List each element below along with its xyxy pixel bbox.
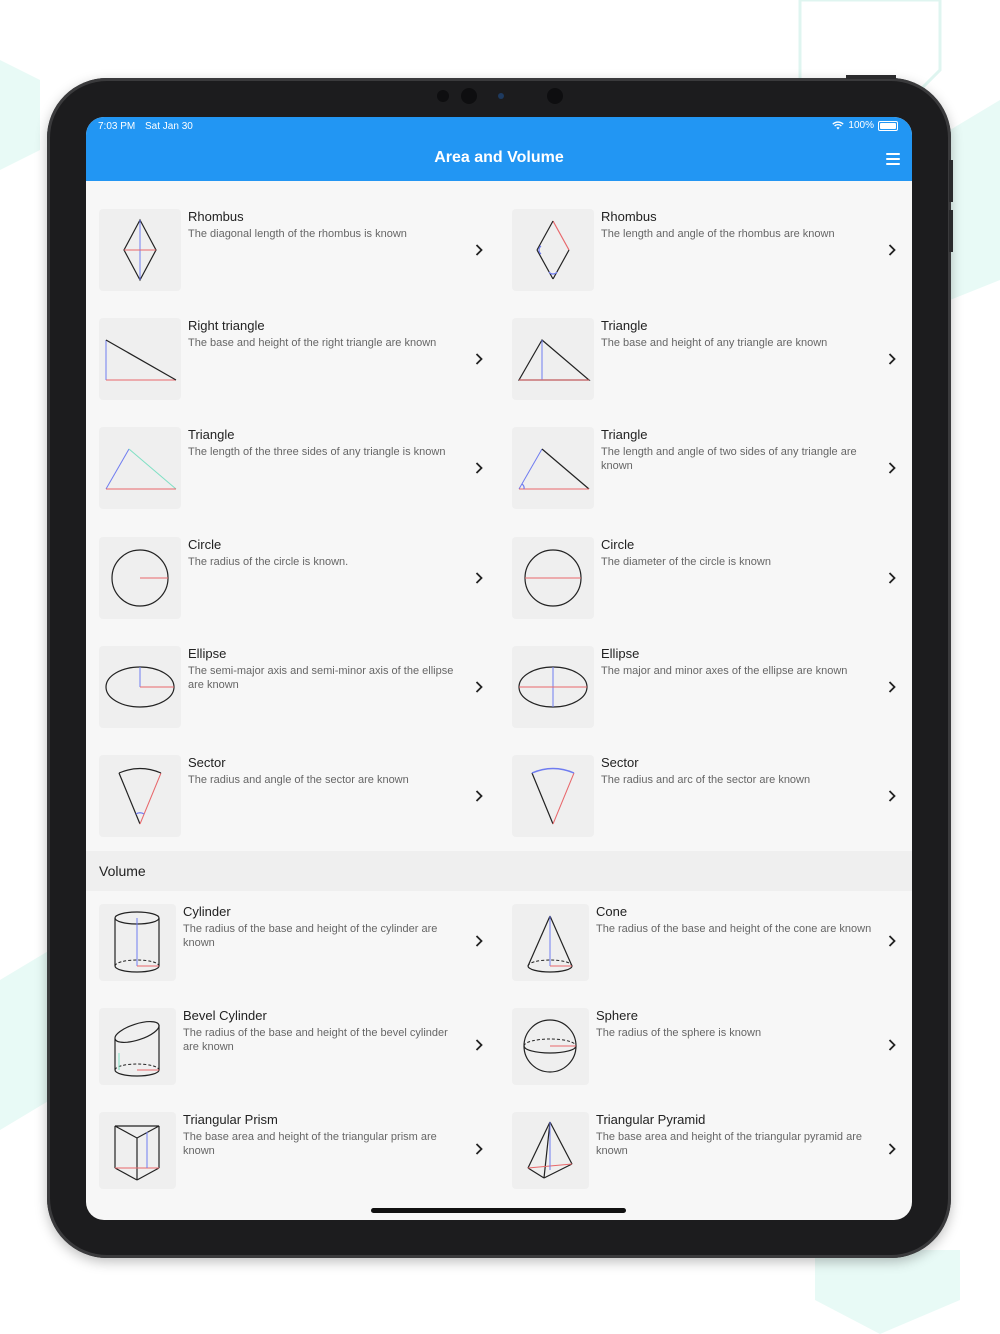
list-item[interactable] (512, 209, 912, 309)
rhombus-angle-icon (512, 209, 594, 291)
list-item[interactable] (512, 904, 912, 994)
item-title: Bevel Cylinder (183, 1008, 267, 1023)
status-date: Sat Jan 30 (145, 121, 193, 132)
sector-arc-icon (512, 755, 594, 837)
item-title: Right triangle (188, 318, 265, 333)
item-description: The radius of the circle is known. (188, 556, 349, 568)
chevron-right-icon (475, 352, 483, 366)
sector-angle-icon (99, 755, 181, 837)
rhombus-diagonals-icon (99, 209, 181, 291)
cylinder-icon (99, 904, 176, 981)
item-title: Ellipse (601, 646, 640, 661)
item-description: The base and height of the right triangle are known (188, 337, 437, 349)
item-description: The radius of the base and height of the cone are known (596, 923, 872, 935)
item-description: The diagonal length of the rhombus is known (188, 228, 407, 240)
list-item[interactable] (512, 1112, 912, 1202)
item-description: The radius and arc of the sector are known (601, 774, 811, 786)
item-title: Triangle (601, 427, 648, 442)
battery-percent: 100% (848, 120, 874, 131)
chevron-right-icon (475, 461, 483, 475)
item-description: The radius and angle of the sector are known (188, 774, 409, 786)
camera-sensor (498, 93, 504, 99)
item-title: Sphere (596, 1008, 638, 1023)
item-description: The radius of the base and height of the cylinder are known (183, 923, 438, 949)
list-item[interactable] (99, 904, 499, 994)
app-screen (86, 117, 912, 1220)
chevron-right-icon (888, 352, 896, 366)
triangle-sides-icon (99, 427, 181, 509)
circle-radius-icon (99, 537, 181, 619)
item-description: The semi-major axis and semi-minor axis of the ellipse are known (188, 665, 454, 691)
item-description: The length and angle of the rhombus are known (601, 228, 835, 240)
chevron-right-icon (888, 461, 896, 475)
item-title: Triangular Prism (183, 1112, 278, 1127)
ellipse-axes-icon (512, 646, 594, 728)
chevron-right-icon (475, 1142, 483, 1156)
list-item[interactable] (512, 427, 912, 527)
camera-lens (461, 88, 477, 104)
item-description: The radius of the sphere is known (596, 1027, 762, 1039)
triangular-pyramid-icon (512, 1112, 589, 1189)
chevron-right-icon (475, 934, 483, 948)
item-title: Rhombus (601, 209, 657, 224)
item-description: The major and minor axes of the ellipse are known (601, 665, 848, 677)
item-description: The base area and height of the triangular prism are known (183, 1131, 437, 1157)
item-description: The diameter of the circle is known (601, 556, 771, 568)
item-title: Triangle (188, 427, 235, 442)
item-title: Sector (188, 755, 226, 770)
menu-icon[interactable] (886, 153, 900, 165)
volume-section-header (86, 851, 912, 891)
chevron-right-icon (475, 1038, 483, 1052)
item-title: Circle (188, 537, 222, 552)
item-title: Cylinder (183, 904, 231, 919)
list-item[interactable] (99, 427, 499, 527)
chevron-right-icon (888, 1142, 896, 1156)
right-triangle-icon (99, 318, 181, 400)
item-description: The base area and height of the triangular pyramid are known (596, 1131, 862, 1157)
item-title: Cone (596, 904, 628, 919)
list-item[interactable] (99, 646, 499, 746)
ellipse-semi-axes-icon (99, 646, 181, 728)
home-indicator[interactable] (371, 1208, 626, 1213)
volume-button (949, 160, 953, 202)
list-item[interactable] (99, 1112, 499, 1202)
app-bar (86, 117, 912, 181)
item-description: The base and height of any triangle are known (601, 337, 828, 349)
list-item[interactable] (512, 646, 912, 746)
chevron-right-icon (475, 789, 483, 803)
list-item[interactable] (512, 755, 912, 855)
list-item[interactable] (512, 1008, 912, 1098)
item-title: Sector (601, 755, 639, 770)
chevron-right-icon (475, 571, 483, 585)
triangle-height-icon (512, 318, 594, 400)
item-description: The radius of the base and height of the bevel cylinder are known (183, 1027, 448, 1053)
chevron-right-icon (888, 571, 896, 585)
chevron-right-icon (475, 680, 483, 694)
list-item[interactable] (99, 209, 499, 309)
chevron-right-icon (475, 243, 483, 257)
circle-diameter-icon (512, 537, 594, 619)
volume-button (949, 210, 953, 252)
sphere-icon (512, 1008, 589, 1085)
cone-icon (512, 904, 589, 981)
section-title: Volume (99, 863, 146, 879)
camera-lens (547, 88, 563, 104)
power-button (846, 75, 896, 79)
list-item[interactable] (99, 755, 499, 855)
item-title: Rhombus (188, 209, 244, 224)
list-item[interactable] (512, 318, 912, 418)
triangular-prism-icon (99, 1112, 176, 1189)
chevron-right-icon (888, 934, 896, 948)
wifi-icon (832, 121, 844, 130)
chevron-right-icon (888, 1038, 896, 1052)
triangle-angle-icon (512, 427, 594, 509)
chevron-right-icon (888, 789, 896, 803)
item-title: Triangular Pyramid (596, 1112, 706, 1127)
page-title: Area and Volume (434, 149, 564, 166)
status-indicators (832, 120, 898, 131)
item-description: The length and angle of two sides of any triangle are known (601, 446, 857, 472)
list-item[interactable] (512, 537, 912, 637)
camera-dot (437, 90, 449, 102)
list-item[interactable] (99, 1008, 499, 1098)
item-title: Ellipse (188, 646, 227, 661)
list-item[interactable] (99, 537, 499, 637)
chevron-right-icon (888, 680, 896, 694)
bevel-cylinder-icon (99, 1008, 176, 1085)
item-description: The length of the three sides of any triangle is known (188, 446, 446, 458)
item-title: Circle (601, 537, 635, 552)
item-title: Triangle (601, 318, 648, 333)
battery-icon (878, 121, 898, 131)
list-item[interactable] (99, 318, 499, 418)
chevron-right-icon (888, 243, 896, 257)
status-time: 7:03 PM (98, 121, 136, 132)
